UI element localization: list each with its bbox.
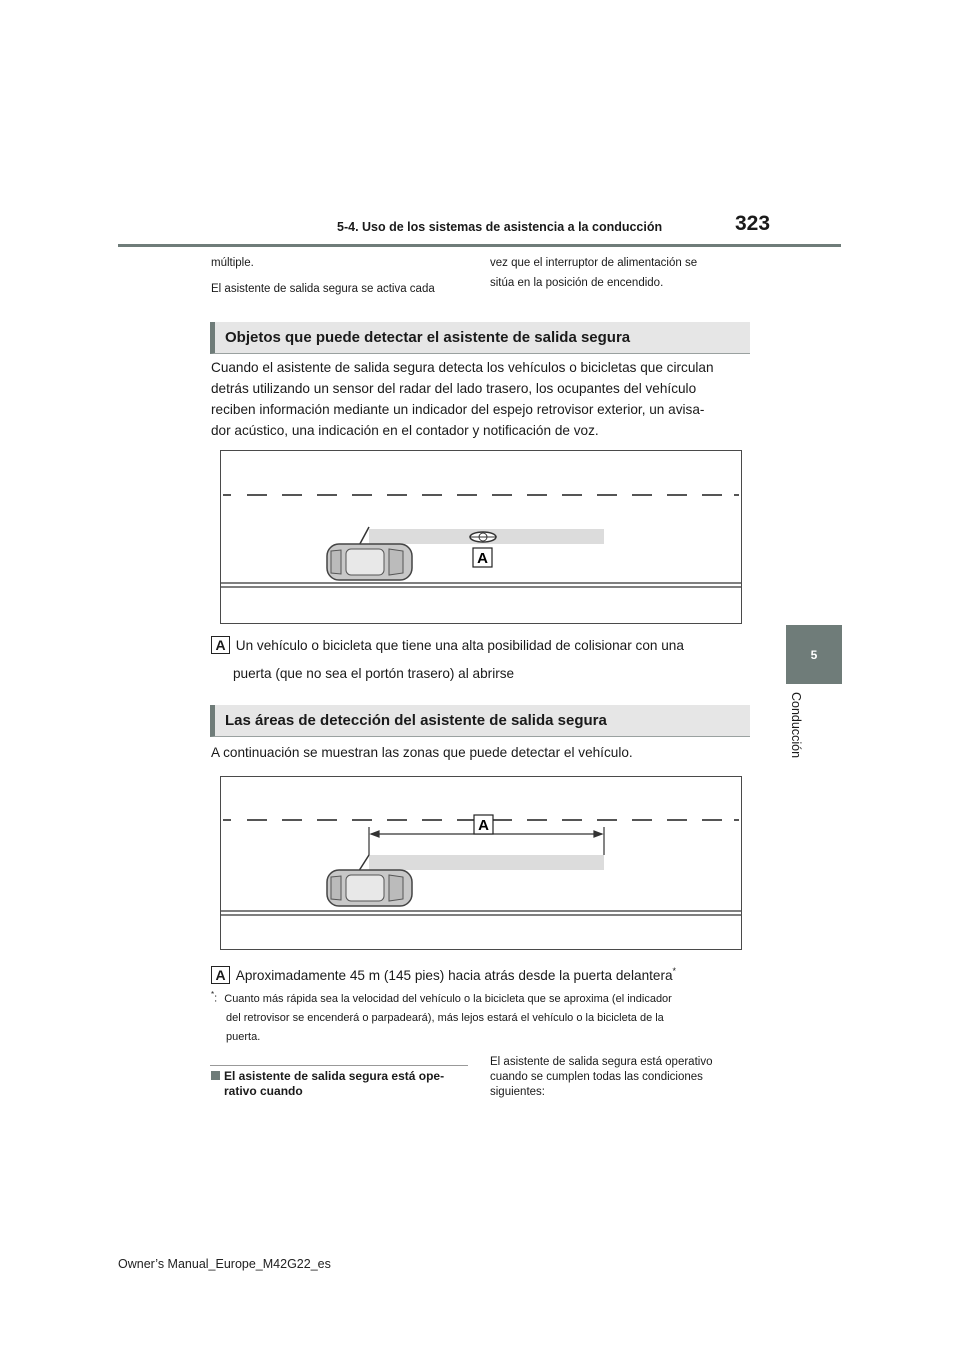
footnote-colon: : <box>214 992 218 1005</box>
footnote-marker: * <box>672 966 677 976</box>
chapter-number: 5 <box>810 647 818 662</box>
section1-line: Cuando el asistente de salida segura detecta los vehículos o bicicletas que circulan <box>211 360 714 375</box>
section-heading-objects-text: Objetos que puede detectar el asistente de salida segura <box>225 329 631 346</box>
footnote-mark: * <box>211 990 215 999</box>
page-number: 323 <box>735 212 771 235</box>
detection-area <box>369 855 604 870</box>
subsection-text-line: siguientes: <box>490 1086 545 1098</box>
subsection-text-line: cuando se cumplen todas las condiciones <box>490 1071 703 1083</box>
legend-item-a <box>211 961 676 986</box>
footnote-line: Cuanto más rápida sea la velocidad del vehículo o la bicicleta que se aproxima (el indicador <box>224 992 672 1005</box>
section1-paragraph <box>211 357 751 441</box>
footnote-line: puerta. <box>226 1030 261 1043</box>
square-bullet-icon <box>211 1071 220 1080</box>
chapter-label: Conducción <box>789 692 803 759</box>
figure-detected-objects-drawing <box>221 451 741 623</box>
car-icon <box>327 544 412 580</box>
subsection-heading-line: El asistente de salida segura está ope- <box>224 1069 445 1083</box>
bicycle-icon <box>470 532 496 542</box>
section-heading-objects <box>210 322 750 354</box>
footer-document-id: Owner’s Manual_Europe_M42G22_es <box>118 1257 331 1271</box>
figure-label-a <box>474 815 493 834</box>
legend-text-continued: puerta (que no sea el portón trasero) al abrirse <box>233 666 515 681</box>
section-heading-areas-text: Las áreas de detección del asistente de salida segura <box>225 712 607 729</box>
road-edge-lines <box>221 583 741 587</box>
figure-detection-areas-drawing <box>221 777 741 949</box>
section-heading-areas <box>210 705 750 737</box>
intro-left-line1: múltiple. <box>211 257 254 269</box>
subsection-text <box>490 1055 750 1100</box>
road-edge-lines <box>221 911 741 915</box>
intro-right-line1: vez que el interruptor de alimentación se <box>490 257 698 269</box>
section1-line: reciben información mediante un indicador del espejo retrovisor exterior, un avisa- <box>211 402 705 417</box>
subsection-heading-line: rativo cuando <box>224 1084 303 1098</box>
footnote <box>211 985 751 1047</box>
chapter-tab <box>786 625 842 684</box>
figure-label-a-text: A <box>477 550 488 567</box>
figure-detected-objects <box>220 450 742 624</box>
subsection-heading <box>211 1069 469 1099</box>
legend-text: Un vehículo o bicicleta que tiene una alta posibilidad de colisionar con una <box>235 638 684 653</box>
header-rule <box>118 244 841 247</box>
legend-item-a <box>211 635 684 656</box>
section1-line: detrás utilizando un sensor del radar del lado trasero, los ocupantes del vehículo <box>211 381 697 396</box>
subsection-text-line: El asistente de salida segura está operativo <box>490 1056 713 1068</box>
legend-text: Aproximadamente 45 m (145 pies) hacia atrás desde la puerta delantera <box>235 967 673 983</box>
section-header-title: 5-4. Uso de los sistemas de asistencia a la conducción <box>337 220 663 234</box>
legend-badge: A <box>211 636 230 654</box>
footnote-line: del retrovisor se encenderá o parpadeará), más lejos estará el vehículo o la bicicleta de la <box>226 1011 664 1024</box>
section1-line: dor acústico, una indicación en el contador y notificación de voz. <box>211 423 599 438</box>
figure-label-a <box>473 548 492 567</box>
figure-detection-areas <box>220 776 742 950</box>
car-icon <box>327 870 412 906</box>
section2-paragraph: A continuación se muestran las zonas que puede detectar el vehículo. <box>211 745 633 760</box>
intro-right-line2: sitúa en la posición de encendido. <box>490 277 664 289</box>
subsection-rule <box>210 1065 468 1066</box>
legend-badge: A <box>211 966 230 984</box>
intro-left-line2: El asistente de salida segura se activa cada <box>211 283 435 295</box>
figure-label-a-text: A <box>478 817 489 834</box>
